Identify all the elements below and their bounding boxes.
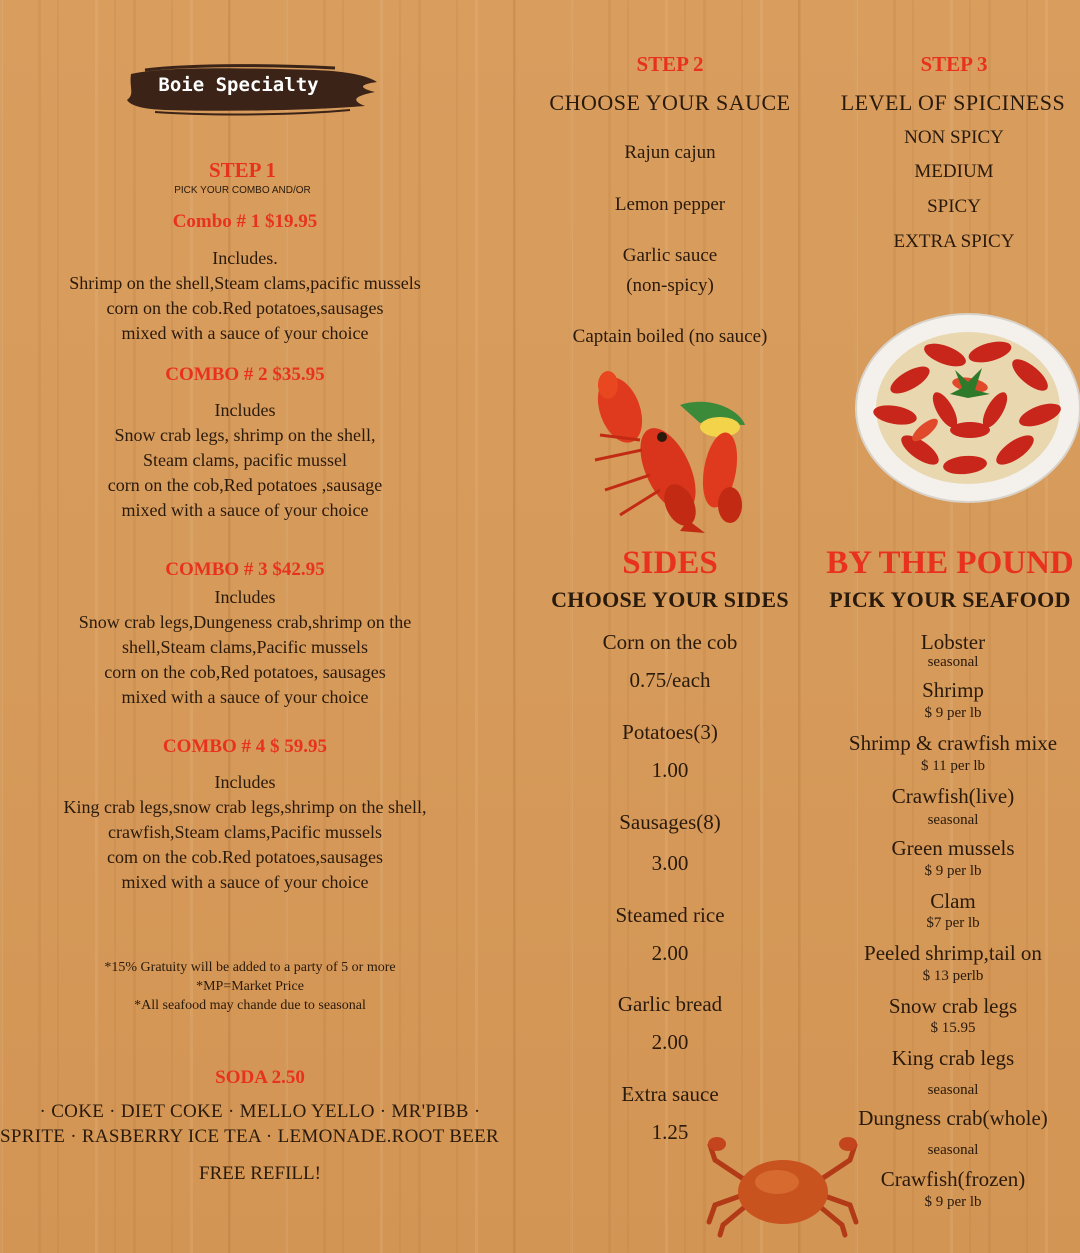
- seafood-shrimp-crawfish-price: $ 11 per lb: [920, 758, 985, 774]
- seafood-peeled-shrimp-name: Peeled shrimp,tail on: [864, 941, 1042, 965]
- sauce-rajun-cajun: Rajun cajun: [624, 142, 716, 163]
- step3-label: STEP 3: [920, 52, 988, 76]
- seafood-green-mussels-name: Green mussels: [891, 836, 1015, 860]
- combo-3-description: Includes Snow crab legs,Dungeness crab,shrimp on the shell,Steam clams,Pacific mussels corn on the cob,Red potatoes, sausages mixed with a sauce of your choice: [78, 587, 412, 707]
- side-potatoes-name: Potatoes(3): [622, 720, 718, 744]
- step3-heading: LEVEL OF SPICINESS: [840, 90, 1066, 115]
- free-refill: FREE REFILL!: [199, 1163, 321, 1184]
- combo-3-title: COMBO # 3 $42.95: [165, 559, 325, 580]
- combo-1-title: Combo # 1 $19.95: [172, 211, 318, 232]
- seafood-crawfish-frozen-price: $ 9 per lb: [924, 1194, 982, 1210]
- sauce-lemon-pepper: Lemon pepper: [614, 194, 726, 215]
- seafood-shrimp-name: Shrimp: [922, 678, 984, 702]
- step2-heading: CHOOSE YOUR SAUCE: [549, 90, 791, 115]
- soda-title: SODA 2.50: [215, 1067, 305, 1088]
- soda-list-line-2: SPRITE · RASBERRY ICE TEA · LEMONADE.ROOT BEER: [0, 1126, 500, 1147]
- seafood-shrimp-crawfish-name: Shrimp & crawfish mixe: [848, 731, 1058, 755]
- spice-medium: MEDIUM: [914, 161, 994, 182]
- seafood-crawfish-live-price: seasonal: [927, 812, 979, 828]
- sauce-captain-boiled: Captain boiled (no sauce): [572, 326, 768, 347]
- seafood-king-crab-price: seasonal: [927, 1082, 979, 1098]
- seafood-snow-crab-name: Snow crab legs: [888, 994, 1018, 1018]
- seafood-dungness-crab-price: seasonal: [927, 1142, 979, 1158]
- menu-notes: *15% Gratuity will be added to a party of 5 or more *MP=Market Price *All seafood may chande due to seasonal: [104, 960, 396, 1013]
- spice-spicy: SPICY: [927, 196, 981, 217]
- side-garlic-bread-price: 2.00: [651, 1030, 689, 1054]
- lobster-image: [580, 365, 760, 535]
- seafood-crawfish-frozen-name: Crawfish(frozen): [880, 1167, 1026, 1191]
- seafood-snow-crab-price: $ 15.95: [930, 1020, 976, 1036]
- seafood-lobster-name: Lobster: [920, 630, 986, 654]
- sauce-garlic-note: (non-spicy): [626, 275, 714, 296]
- sides-heading: CHOOSE YOUR SIDES: [551, 587, 789, 612]
- seafood-dungness-crab-name: Dungness crab(whole): [858, 1106, 1048, 1130]
- seafood-shrimp-price: $ 9 per lb: [924, 705, 982, 721]
- brand-name: Boie Specialty: [158, 74, 319, 96]
- seafood-crawfish-live-name: Crawfish(live): [891, 784, 1015, 808]
- step1-label: STEP 1: [208, 158, 277, 182]
- side-potatoes-price: 1.00: [651, 758, 689, 782]
- side-rice-name: Steamed rice: [615, 903, 725, 927]
- combo-4-description: Includes King crab legs,snow crab legs,shrimp on the shell, crawfish,Steam clams,Pacific mussels com on the cob.Red potatoes,sausages mixed with a sauce of your choice: [63, 772, 427, 892]
- pound-title: BY THE POUND: [826, 545, 1074, 581]
- seafood-clam-price: $7 per lb: [926, 915, 980, 931]
- side-extra-sauce-name: Extra sauce: [621, 1082, 719, 1106]
- seafood-clam-name: Clam: [930, 889, 976, 913]
- side-garlic-bread-name: Garlic bread: [617, 992, 723, 1016]
- side-rice-price: 2.00: [651, 941, 689, 965]
- crawfish-plate-image: [850, 310, 1080, 505]
- combo-1-description: Includes. Shrimp on the shell,Steam clams,pacific mussels corn on the cob.Red potatoes,sausages mixed with a sauce of your choice: [69, 248, 421, 343]
- side-corn-name: Corn on the cob: [602, 630, 738, 654]
- spice-non-spicy: NON SPICY: [904, 127, 1004, 148]
- combo-2-title: COMBO # 2 $35.95: [165, 364, 325, 385]
- spice-extra-spicy: EXTRA SPICY: [893, 231, 1015, 252]
- combo-2-description: Includes Snow crab legs, shrimp on the shell, Steam clams, pacific mussel corn on the cob,Red potatoes ,sausage mixed with a sauce of your choice: [107, 400, 383, 520]
- pound-heading: PICK YOUR SEAFOOD: [829, 587, 1071, 612]
- step1-subtitle: PICK YOUR COMBO AND/OR: [174, 185, 311, 196]
- step2-label: STEP 2: [636, 52, 704, 76]
- side-sausages-price: 3.00: [651, 851, 689, 875]
- soda-list-line-1: · COKE · DIET COKE · MELLO YELLO · MR'PIBB ·: [39, 1101, 481, 1122]
- combo-4-title: COMBO # 4 $ 59.95: [162, 736, 328, 757]
- sauce-garlic: Garlic sauce: [622, 245, 718, 266]
- seafood-lobster-price: seasonal: [927, 654, 979, 670]
- seafood-peeled-shrimp-price: $ 13 perlb: [922, 968, 984, 984]
- side-sausages-name: Sausages(8): [619, 810, 721, 834]
- side-corn-price: 0.75/each: [629, 668, 711, 692]
- seafood-king-crab-name: King crab legs: [891, 1046, 1015, 1070]
- side-extra-sauce-price: 1.25: [651, 1120, 689, 1144]
- seafood-green-mussels-price: $ 9 per lb: [924, 863, 982, 879]
- sides-title: SIDES: [622, 545, 718, 581]
